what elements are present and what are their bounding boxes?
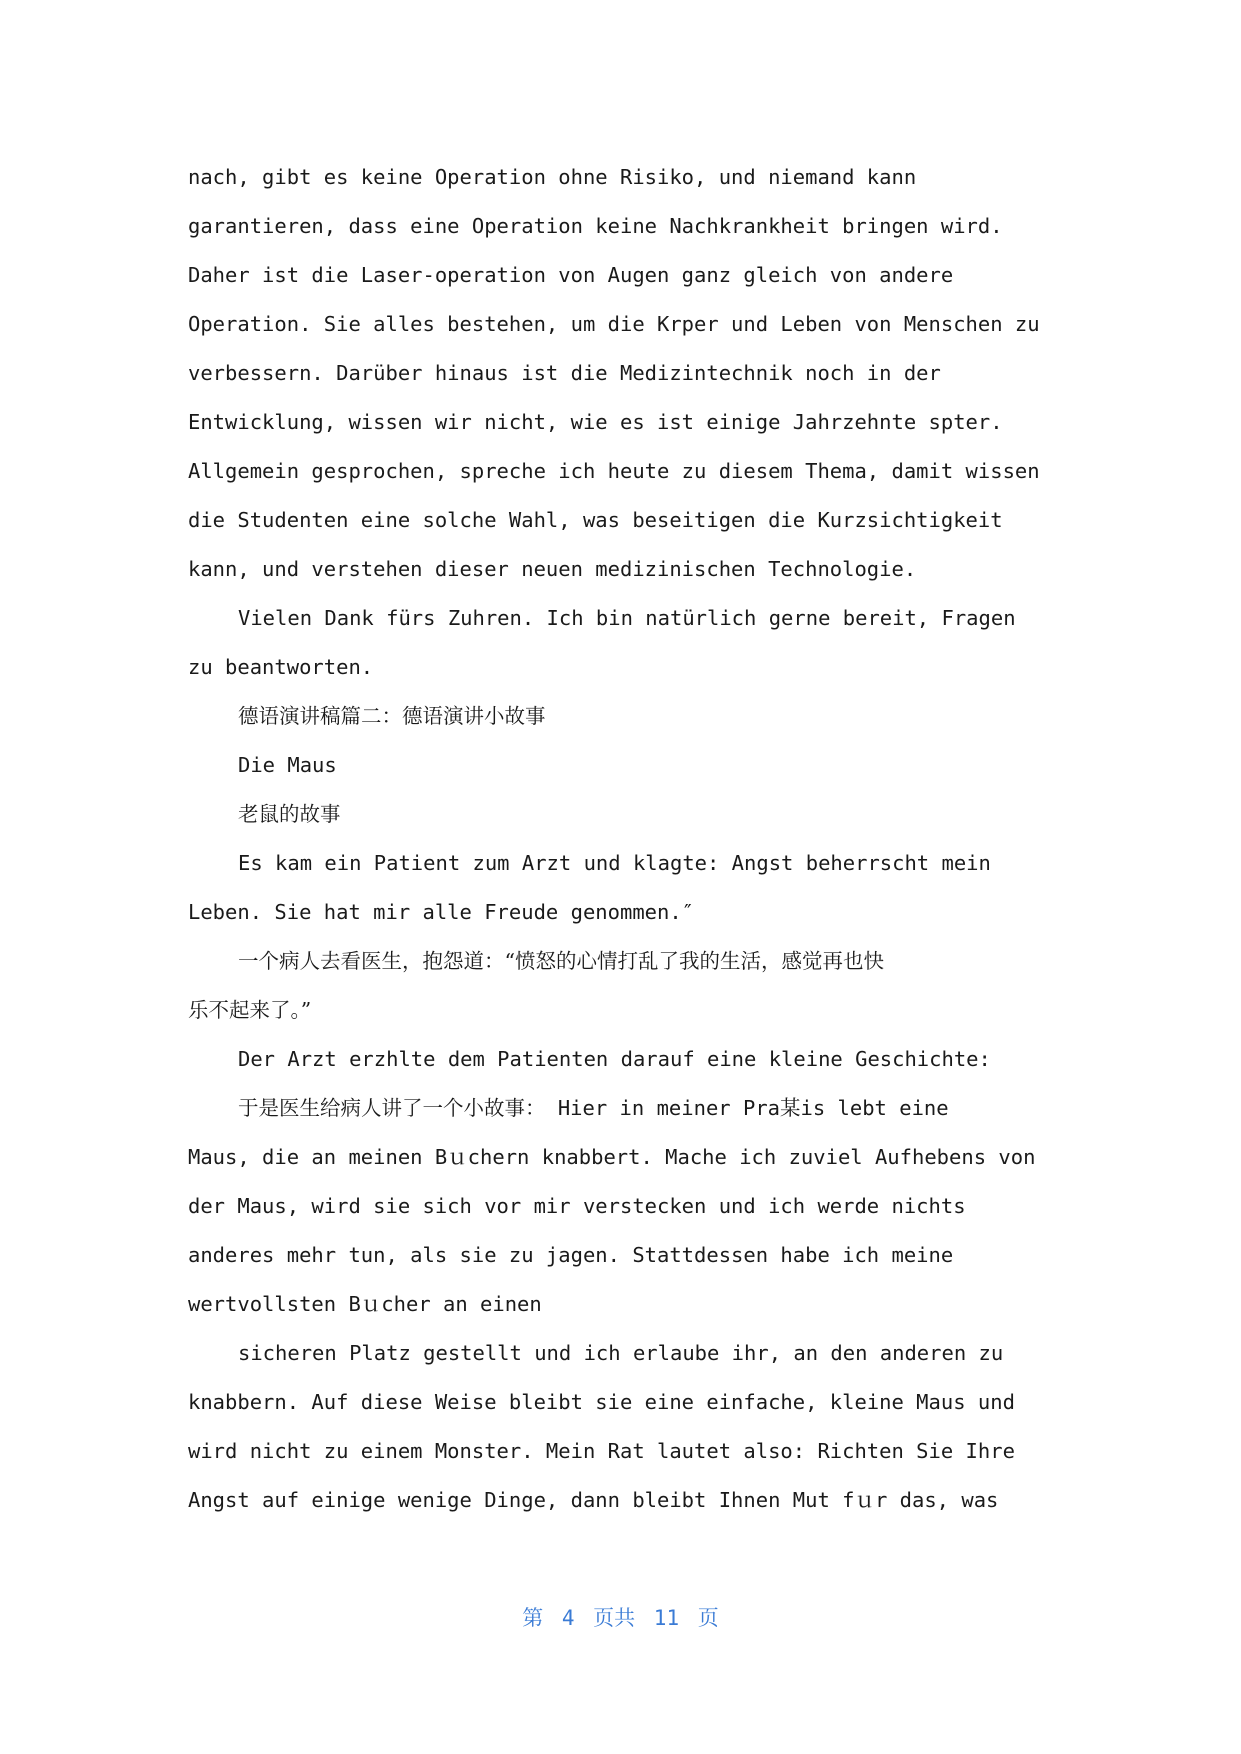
text-line: der Maus, wird sie sich vor mir verstecken und ich werde nichts: [188, 1194, 966, 1218]
text-line: kann, und verstehen dieser neuen medizinischen Technologie.: [188, 557, 917, 581]
text-line: 老鼠的故事: [238, 802, 341, 826]
text-line: wertvollsten Bｕcher an einen: [188, 1292, 542, 1316]
text-line: garantieren, dass eine Operation keine Nachkrankheit bringen wird.: [188, 214, 1003, 238]
text-line: Operation. Sie alles bestehen, um die Krper und Leben von Menschen zu: [188, 312, 1040, 336]
text-line: 德语演讲稿篇二：德语演讲小故事: [238, 704, 546, 728]
text-line: Der Arzt erzhlte dem Patienten darauf eine kleine Geschichte:: [238, 1047, 991, 1071]
text-line: 于是医生给病人讲了一个小故事： Hier in meiner Pra某is lebt eine: [238, 1096, 949, 1120]
text-line: Vielen Dank fürs Zuhren. Ich bin natürlich gerne bereit, Fragen: [238, 606, 1016, 630]
document-body: [188, 153, 1058, 1525]
text-line: Angst auf einige wenige Dinge, dann bleibt Ihnen Mut fｕr das, was: [188, 1488, 999, 1512]
text-line: Entwicklung, wissen wir nicht, wie es ist einige Jahrzehnte spter.: [188, 410, 1003, 434]
text-line: sicheren Platz gestellt und ich erlaube ihr, an den anderen zu: [238, 1341, 1004, 1365]
text-line: 乐不起来了。”: [188, 998, 312, 1022]
page-footer: 第 4 页共 11 页: [522, 1606, 719, 1630]
text-line: die Studenten eine solche Wahl, was beseitigen die Kurzsichtigkeit: [188, 508, 1003, 532]
text-line: Es kam ein Patient zum Arzt und klagte: Angst beherrscht mein: [238, 851, 991, 875]
text-line: Leben. Sie hat mir alle Freude genommen.″: [188, 900, 695, 924]
text-line: knabbern. Auf diese Weise bleibt sie eine einfache, kleine Maus und: [188, 1390, 1015, 1414]
text-line: Daher ist die Laser-operation von Augen ganz gleich von andere: [188, 263, 954, 287]
text-line: nach, gibt es keine Operation ohne Risiko, und niemand kann: [188, 165, 917, 189]
text-line: 一个病人去看医生，抱怨道：“愤怒的心情打乱了我的生活，感觉再也快: [238, 949, 884, 973]
text-line: verbessern. Darüber hinaus ist die Medizintechnik noch in der: [188, 361, 941, 385]
text-line: Maus, die an meinen Bｕchern knabbert. Mache ich zuviel Aufhebens von: [188, 1145, 1036, 1169]
text-line: zu beantworten.: [188, 655, 374, 679]
text-line: wird nicht zu einem Monster. Mein Rat lautet also: Richten Sie Ihre: [188, 1439, 1015, 1463]
text-line: Allgemein gesprochen, spreche ich heute zu diesem Thema, damit wissen: [188, 459, 1040, 483]
text-line: Die Maus: [238, 753, 337, 777]
text-line: anderes mehr tun, als sie zu jagen. Stattdessen habe ich meine: [188, 1243, 954, 1267]
